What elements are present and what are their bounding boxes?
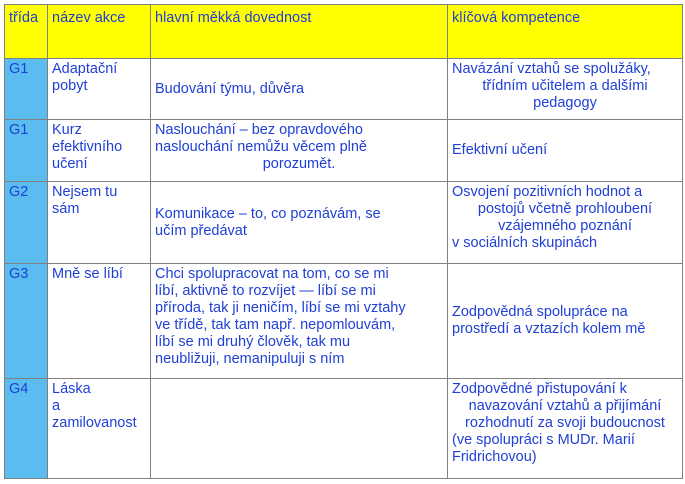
cell-line: neubližuji, nemanipuluji s ním [155,351,345,367]
cell-kompetence [448,379,683,479]
table-row [5,264,683,379]
cell-line: (ve spolupráci s MUDr. Marií [452,432,635,448]
cell-kompetence [448,120,683,182]
cell-line: rozhodnutí za svoji budoucnost [465,415,665,431]
cell-line: Zodpovědná spolupráce na [452,304,628,320]
cell-line: líbí, aktivně to rozvíjet — líbí se mi [155,283,376,299]
cell-line: navazování vztahů a přijímání [468,398,662,414]
cell-line: třídním učitelem a dalšími [482,78,648,94]
table-row [5,379,683,479]
cell-line: Mně se líbí [52,266,123,282]
cell-line: a [52,398,61,414]
cell-line: Efektivní učení [452,142,548,158]
cell-line: příroda, tak ji neničím, líbí se mi vztahy [155,300,406,316]
cell-line: postojů včetně prohloubení [477,201,653,217]
cell-line: Naslouchání – bez opravdového [155,122,363,138]
cell-line: pobyt [52,78,88,94]
cell-kompetence [448,182,683,264]
cell-line: Kurz [52,122,82,138]
cell-line: Láska [52,381,91,397]
cell-akce [48,59,151,120]
cell-line: porozumět. [262,156,336,172]
table-header [5,5,683,59]
cell-line: Komunikace – to, co poznávám, se [155,205,381,222]
header-dovednost: hlavní měkká dovednost [151,5,448,59]
header-kompetence: klíčová kompetence [448,5,683,59]
cell-trida: G3 [5,264,48,379]
cell-line: učení [52,156,88,172]
cell-dovednost [151,264,448,379]
table-body [5,59,683,479]
cell-line: Chci spolupracovat na tom, co se mi [155,266,389,282]
cell-akce [48,379,151,479]
cell-kompetence [448,59,683,120]
cell-dovednost [151,59,448,120]
cell-line: Osvojení pozitivních hodnot a [452,184,643,200]
cell-line: líbí se mi druhý člověk, tak mu [155,334,351,350]
cell-line: naslouchání nemůžu věcem plně [155,139,367,155]
cell-line: vzájemného poznání [498,218,632,234]
cell-dovednost [151,182,448,264]
cell-trida: G1 [5,120,48,182]
cell-trida: G2 [5,182,48,264]
cell-line: zamilovanost [52,415,137,431]
cell-line: ve třídě, tak tam např. nepomlouvám, [155,317,396,333]
cell-line: Adaptační [52,61,118,77]
cell-akce [48,264,151,379]
cell-dovednost [151,120,448,182]
cell-line: Budování týmu, důvěra [155,80,305,97]
cell-line: Navázání vztahů se spolužáky, [452,61,651,77]
cell-dovednost [151,379,448,479]
header-nazev-akce: název akce [48,5,151,59]
cell-line: prostředí a vztazích kolem mě [452,321,646,337]
cell-akce [48,182,151,264]
cell-line: sám [52,201,80,217]
table-row [5,59,683,120]
cell-line: efektivního [52,139,123,155]
cell-line: pedagogy [533,95,597,111]
cell-line: Nejsem tu [52,184,118,200]
table-row [5,182,683,264]
cell-trida: G1 [5,59,48,120]
table-row [5,120,683,182]
cell-line: v sociálních skupinách [452,235,598,251]
cell-line: učím předávat [155,222,247,239]
activities-table [4,4,683,479]
header-trida: třída [5,5,48,59]
cell-akce [48,120,151,182]
cell-trida: G4 [5,379,48,479]
cell-kompetence [448,264,683,379]
cell-line: Fridrichovou) [452,449,537,465]
header-row [5,5,683,59]
cell-line: Zodpovědné přistupování k [452,381,627,397]
